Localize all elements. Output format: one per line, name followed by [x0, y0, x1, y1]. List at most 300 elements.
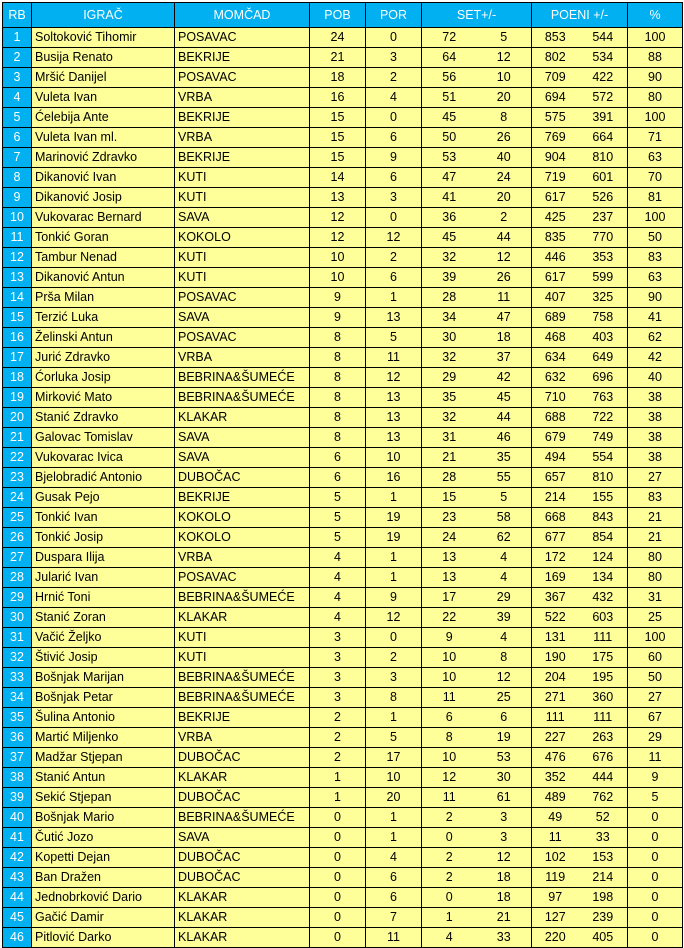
points-lost-cell: 649: [579, 348, 628, 368]
points-lost-cell: 758: [579, 308, 628, 328]
sets-lost-cell: 25: [477, 688, 532, 708]
team-cell: BEKRIJE: [175, 488, 310, 508]
percent-cell: 21: [628, 508, 683, 528]
header-team: MOMČAD: [175, 3, 310, 28]
losses-cell: 12: [366, 608, 422, 628]
points-lost-cell: 239: [579, 908, 628, 928]
percent-cell: 38: [628, 388, 683, 408]
team-cell: BEKRIJE: [175, 48, 310, 68]
percent-cell: 11: [628, 748, 683, 768]
points-won-cell: 407: [532, 288, 579, 308]
table-row: [3, 468, 683, 488]
player-name-cell: Terzić Luka: [32, 308, 175, 328]
points-won-cell: 710: [532, 388, 579, 408]
wins-cell: 8: [310, 408, 366, 428]
team-cell: SAVA: [175, 448, 310, 468]
points-won-cell: 102: [532, 848, 579, 868]
points-lost-cell: 153: [579, 848, 628, 868]
percent-cell: 0: [628, 808, 683, 828]
player-name-cell: Vačić Željko: [32, 628, 175, 648]
losses-cell: 2: [366, 68, 422, 88]
player-name-cell: Štivić Josip: [32, 648, 175, 668]
player-name-cell: Madžar Stjepan: [32, 748, 175, 768]
player-name-cell: Martić Miljenko: [32, 728, 175, 748]
wins-cell: 3: [310, 668, 366, 688]
sets-lost-cell: 24: [477, 168, 532, 188]
points-lost-cell: 526: [579, 188, 628, 208]
points-won-cell: 190: [532, 648, 579, 668]
losses-cell: 6: [366, 268, 422, 288]
sets-lost-cell: 37: [477, 348, 532, 368]
sets-lost-cell: 4: [477, 628, 532, 648]
wins-cell: 13: [310, 188, 366, 208]
player-name-cell: Hrnić Toni: [32, 588, 175, 608]
points-lost-cell: 175: [579, 648, 628, 668]
points-lost-cell: 601: [579, 168, 628, 188]
losses-cell: 1: [366, 568, 422, 588]
points-lost-cell: 111: [579, 628, 628, 648]
points-won-cell: 769: [532, 128, 579, 148]
wins-cell: 12: [310, 228, 366, 248]
losses-cell: 12: [366, 368, 422, 388]
points-lost-cell: 534: [579, 48, 628, 68]
player-name-cell: Bjelobradić Antonio: [32, 468, 175, 488]
points-won-cell: 446: [532, 248, 579, 268]
player-name-cell: Mršić Danijel: [32, 68, 175, 88]
percent-cell: 70: [628, 168, 683, 188]
sets-lost-cell: 30: [477, 768, 532, 788]
wins-cell: 15: [310, 108, 366, 128]
points-lost-cell: 391: [579, 108, 628, 128]
rank-cell: 46: [3, 928, 32, 948]
points-won-cell: 904: [532, 148, 579, 168]
sets-won-cell: 34: [422, 308, 477, 328]
sets-lost-cell: 2: [477, 208, 532, 228]
team-cell: VRBA: [175, 128, 310, 148]
sets-won-cell: 24: [422, 528, 477, 548]
sets-lost-cell: 47: [477, 308, 532, 328]
points-lost-cell: 770: [579, 228, 628, 248]
sets-won-cell: 9: [422, 628, 477, 648]
sets-won-cell: 2: [422, 808, 477, 828]
wins-cell: 10: [310, 248, 366, 268]
rank-cell: 24: [3, 488, 32, 508]
player-name-cell: Bošnjak Mario: [32, 808, 175, 828]
percent-cell: 100: [628, 208, 683, 228]
table-row: [3, 648, 683, 668]
points-lost-cell: 195: [579, 668, 628, 688]
sets-lost-cell: 12: [477, 848, 532, 868]
wins-cell: 24: [310, 28, 366, 48]
table-row: [3, 108, 683, 128]
points-won-cell: 835: [532, 228, 579, 248]
points-won-cell: 425: [532, 208, 579, 228]
points-won-cell: 352: [532, 768, 579, 788]
percent-cell: 41: [628, 308, 683, 328]
player-name-cell: Ćelebija Ante: [32, 108, 175, 128]
player-name-cell: Soltoković Tihomir: [32, 28, 175, 48]
points-lost-cell: 134: [579, 568, 628, 588]
points-won-cell: 367: [532, 588, 579, 608]
team-cell: DUBOČAC: [175, 848, 310, 868]
losses-cell: 19: [366, 508, 422, 528]
points-won-cell: 677: [532, 528, 579, 548]
losses-cell: 11: [366, 348, 422, 368]
sets-lost-cell: 3: [477, 828, 532, 848]
points-lost-cell: 599: [579, 268, 628, 288]
sets-won-cell: 10: [422, 648, 477, 668]
rank-cell: 45: [3, 908, 32, 928]
rank-cell: 27: [3, 548, 32, 568]
table-row: [3, 808, 683, 828]
percent-cell: 71: [628, 128, 683, 148]
points-won-cell: 172: [532, 548, 579, 568]
wins-cell: 9: [310, 288, 366, 308]
sets-won-cell: 53: [422, 148, 477, 168]
sets-won-cell: 13: [422, 548, 477, 568]
percent-cell: 62: [628, 328, 683, 348]
losses-cell: 4: [366, 848, 422, 868]
header-losses: POR: [366, 3, 422, 28]
team-cell: BEBRINA&ŠUMEĆE: [175, 668, 310, 688]
losses-cell: 20: [366, 788, 422, 808]
team-cell: KUTI: [175, 628, 310, 648]
points-lost-cell: 763: [579, 388, 628, 408]
percent-cell: 38: [628, 428, 683, 448]
percent-cell: 0: [628, 868, 683, 888]
header-sets: SET+/-: [422, 3, 532, 28]
wins-cell: 5: [310, 488, 366, 508]
points-lost-cell: 664: [579, 128, 628, 148]
table-row: [3, 308, 683, 328]
sets-lost-cell: 44: [477, 228, 532, 248]
points-won-cell: 617: [532, 268, 579, 288]
player-name-cell: Stanić Zoran: [32, 608, 175, 628]
percent-cell: 25: [628, 608, 683, 628]
team-cell: KLAKAR: [175, 408, 310, 428]
rank-cell: 16: [3, 328, 32, 348]
sets-lost-cell: 8: [477, 648, 532, 668]
header-wins: POB: [310, 3, 366, 28]
team-cell: DUBOČAC: [175, 748, 310, 768]
rank-cell: 9: [3, 188, 32, 208]
player-name-cell: Gusak Pejo: [32, 488, 175, 508]
points-won-cell: 719: [532, 168, 579, 188]
team-cell: KLAKAR: [175, 908, 310, 928]
table-row: [3, 688, 683, 708]
team-cell: POSAVAC: [175, 328, 310, 348]
wins-cell: 3: [310, 688, 366, 708]
table-row: [3, 288, 683, 308]
points-lost-cell: 155: [579, 488, 628, 508]
team-cell: SAVA: [175, 828, 310, 848]
percent-cell: 83: [628, 488, 683, 508]
percent-cell: 40: [628, 368, 683, 388]
player-name-cell: Dikanović Ivan: [32, 168, 175, 188]
team-cell: KLAKAR: [175, 888, 310, 908]
table-row: [3, 908, 683, 928]
points-won-cell: 97: [532, 888, 579, 908]
sets-won-cell: 28: [422, 468, 477, 488]
rank-cell: 23: [3, 468, 32, 488]
team-cell: POSAVAC: [175, 568, 310, 588]
sets-won-cell: 2: [422, 868, 477, 888]
rank-cell: 2: [3, 48, 32, 68]
table-row: [3, 828, 683, 848]
rank-cell: 1: [3, 28, 32, 48]
points-lost-cell: 124: [579, 548, 628, 568]
points-lost-cell: 353: [579, 248, 628, 268]
rank-cell: 41: [3, 828, 32, 848]
losses-cell: 3: [366, 48, 422, 68]
points-lost-cell: 572: [579, 88, 628, 108]
sets-won-cell: 45: [422, 228, 477, 248]
losses-cell: 6: [366, 168, 422, 188]
percent-cell: 9: [628, 768, 683, 788]
player-name-cell: Sekić Stjepan: [32, 788, 175, 808]
table-row: [3, 348, 683, 368]
percent-cell: 27: [628, 468, 683, 488]
sets-won-cell: 31: [422, 428, 477, 448]
rank-cell: 39: [3, 788, 32, 808]
losses-cell: 12: [366, 228, 422, 248]
rank-cell: 15: [3, 308, 32, 328]
percent-cell: 31: [628, 588, 683, 608]
points-lost-cell: 603: [579, 608, 628, 628]
points-won-cell: 111: [532, 708, 579, 728]
table-row: [3, 28, 683, 48]
sets-won-cell: 11: [422, 688, 477, 708]
losses-cell: 11: [366, 928, 422, 948]
wins-cell: 4: [310, 568, 366, 588]
team-cell: KOKOLO: [175, 528, 310, 548]
points-won-cell: 634: [532, 348, 579, 368]
team-cell: DUBOČAC: [175, 468, 310, 488]
table-row: [3, 48, 683, 68]
wins-cell: 4: [310, 608, 366, 628]
points-lost-cell: 432: [579, 588, 628, 608]
player-name-cell: Jurić Zdravko: [32, 348, 175, 368]
points-won-cell: 214: [532, 488, 579, 508]
header-points: POENI +/-: [532, 3, 628, 28]
sets-won-cell: 10: [422, 668, 477, 688]
table-row: [3, 428, 683, 448]
player-name-cell: Marinović Zdravko: [32, 148, 175, 168]
table-row: [3, 928, 683, 948]
rank-cell: 32: [3, 648, 32, 668]
wins-cell: 6: [310, 468, 366, 488]
points-lost-cell: 237: [579, 208, 628, 228]
losses-cell: 10: [366, 448, 422, 468]
sets-lost-cell: 61: [477, 788, 532, 808]
losses-cell: 6: [366, 868, 422, 888]
losses-cell: 16: [366, 468, 422, 488]
losses-cell: 1: [366, 488, 422, 508]
percent-cell: 42: [628, 348, 683, 368]
losses-cell: 6: [366, 128, 422, 148]
points-won-cell: 476: [532, 748, 579, 768]
sets-lost-cell: 40: [477, 148, 532, 168]
player-name-cell: Jularić Ivan: [32, 568, 175, 588]
rank-cell: 25: [3, 508, 32, 528]
sets-lost-cell: 45: [477, 388, 532, 408]
player-name-cell: Kopetti Dejan: [32, 848, 175, 868]
rank-cell: 4: [3, 88, 32, 108]
points-lost-cell: 554: [579, 448, 628, 468]
points-won-cell: 657: [532, 468, 579, 488]
sets-lost-cell: 6: [477, 708, 532, 728]
points-lost-cell: 810: [579, 148, 628, 168]
points-won-cell: 468: [532, 328, 579, 348]
team-cell: VRBA: [175, 88, 310, 108]
team-cell: KLAKAR: [175, 608, 310, 628]
wins-cell: 8: [310, 368, 366, 388]
sets-won-cell: 12: [422, 768, 477, 788]
wins-cell: 12: [310, 208, 366, 228]
sets-won-cell: 2: [422, 848, 477, 868]
sets-lost-cell: 12: [477, 668, 532, 688]
points-won-cell: 632: [532, 368, 579, 388]
losses-cell: 3: [366, 668, 422, 688]
team-cell: KLAKAR: [175, 768, 310, 788]
wins-cell: 0: [310, 908, 366, 928]
points-lost-cell: 854: [579, 528, 628, 548]
rank-cell: 8: [3, 168, 32, 188]
table-row: [3, 568, 683, 588]
sets-won-cell: 10: [422, 748, 477, 768]
points-won-cell: 489: [532, 788, 579, 808]
rank-cell: 11: [3, 228, 32, 248]
table-row: [3, 608, 683, 628]
sets-won-cell: 29: [422, 368, 477, 388]
sets-lost-cell: 29: [477, 588, 532, 608]
points-lost-cell: 843: [579, 508, 628, 528]
sets-lost-cell: 62: [477, 528, 532, 548]
wins-cell: 5: [310, 528, 366, 548]
points-won-cell: 494: [532, 448, 579, 468]
sets-lost-cell: 10: [477, 68, 532, 88]
wins-cell: 2: [310, 728, 366, 748]
table-row: [3, 328, 683, 348]
sets-won-cell: 32: [422, 248, 477, 268]
table-row: [3, 68, 683, 88]
sets-lost-cell: 4: [477, 548, 532, 568]
wins-cell: 0: [310, 868, 366, 888]
player-name-cell: Tonkić Ivan: [32, 508, 175, 528]
sets-won-cell: 39: [422, 268, 477, 288]
wins-cell: 6: [310, 448, 366, 468]
rank-cell: 19: [3, 388, 32, 408]
player-name-cell: Ban Dražen: [32, 868, 175, 888]
sets-lost-cell: 3: [477, 808, 532, 828]
sets-won-cell: 47: [422, 168, 477, 188]
rank-cell: 42: [3, 848, 32, 868]
wins-cell: 15: [310, 128, 366, 148]
sets-won-cell: 11: [422, 788, 477, 808]
rank-cell: 40: [3, 808, 32, 828]
percent-cell: 0: [628, 828, 683, 848]
wins-cell: 3: [310, 628, 366, 648]
table-row: [3, 408, 683, 428]
points-won-cell: 49: [532, 808, 579, 828]
percent-cell: 21: [628, 528, 683, 548]
player-name-cell: Čutić Jozo: [32, 828, 175, 848]
sets-lost-cell: 12: [477, 248, 532, 268]
percent-cell: 80: [628, 548, 683, 568]
team-cell: POSAVAC: [175, 28, 310, 48]
sets-won-cell: 8: [422, 728, 477, 748]
rank-cell: 12: [3, 248, 32, 268]
losses-cell: 5: [366, 328, 422, 348]
sets-lost-cell: 39: [477, 608, 532, 628]
points-lost-cell: 444: [579, 768, 628, 788]
wins-cell: 8: [310, 348, 366, 368]
points-lost-cell: 360: [579, 688, 628, 708]
losses-cell: 13: [366, 308, 422, 328]
wins-cell: 0: [310, 808, 366, 828]
percent-cell: 90: [628, 68, 683, 88]
sets-lost-cell: 44: [477, 408, 532, 428]
table-row: [3, 368, 683, 388]
sets-won-cell: 17: [422, 588, 477, 608]
points-won-cell: 227: [532, 728, 579, 748]
player-name-cell: Galovac Tomislav: [32, 428, 175, 448]
wins-cell: 0: [310, 888, 366, 908]
table-row: [3, 868, 683, 888]
points-won-cell: 11: [532, 828, 579, 848]
sets-won-cell: 22: [422, 608, 477, 628]
table-row: [3, 228, 683, 248]
percent-cell: 0: [628, 928, 683, 948]
wins-cell: 2: [310, 748, 366, 768]
team-cell: KOKOLO: [175, 228, 310, 248]
percent-cell: 80: [628, 88, 683, 108]
percent-cell: 63: [628, 268, 683, 288]
table-row: [3, 548, 683, 568]
points-lost-cell: 696: [579, 368, 628, 388]
sets-lost-cell: 46: [477, 428, 532, 448]
table-row: [3, 448, 683, 468]
sets-lost-cell: 26: [477, 268, 532, 288]
points-won-cell: 679: [532, 428, 579, 448]
player-name-cell: Tonkić Goran: [32, 228, 175, 248]
percent-cell: 0: [628, 908, 683, 928]
sets-lost-cell: 18: [477, 328, 532, 348]
player-name-cell: Duspara Ilija: [32, 548, 175, 568]
points-won-cell: 119: [532, 868, 579, 888]
team-cell: VRBA: [175, 728, 310, 748]
team-cell: BEKRIJE: [175, 148, 310, 168]
points-won-cell: 853: [532, 28, 579, 48]
losses-cell: 4: [366, 88, 422, 108]
table-row: [3, 168, 683, 188]
sets-lost-cell: 12: [477, 48, 532, 68]
points-won-cell: 131: [532, 628, 579, 648]
table-row: [3, 788, 683, 808]
table-row: [3, 888, 683, 908]
rank-cell: 18: [3, 368, 32, 388]
losses-cell: 1: [366, 708, 422, 728]
losses-cell: 0: [366, 628, 422, 648]
wins-cell: 15: [310, 148, 366, 168]
percent-cell: 27: [628, 688, 683, 708]
team-cell: KUTI: [175, 268, 310, 288]
losses-cell: 2: [366, 648, 422, 668]
points-lost-cell: 263: [579, 728, 628, 748]
sets-won-cell: 30: [422, 328, 477, 348]
rank-cell: 43: [3, 868, 32, 888]
wins-cell: 0: [310, 828, 366, 848]
